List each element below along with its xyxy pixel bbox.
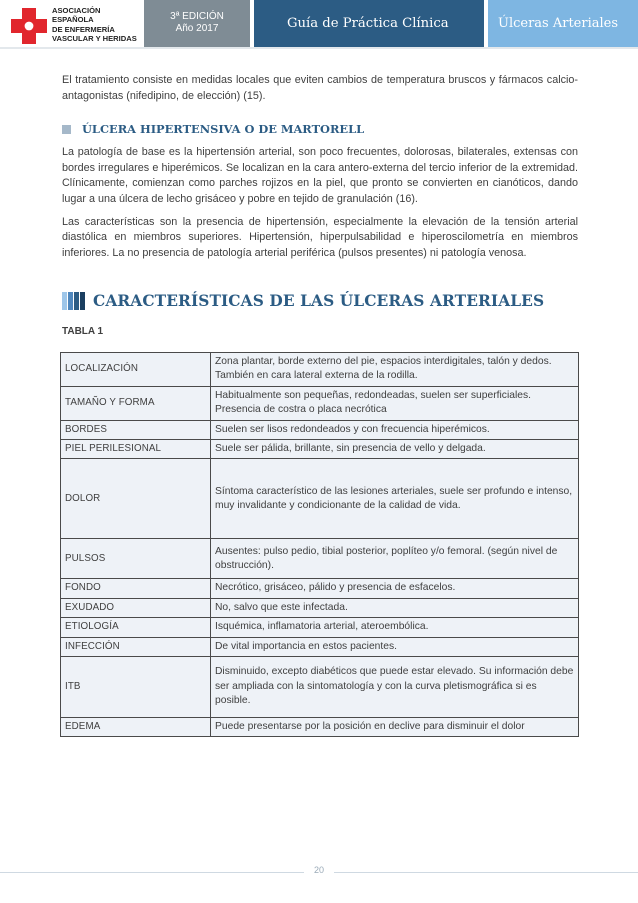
table-value: Zona plantar, borde externo del pie, espacios interdigitales, talón y dedos. También en cara lateral externa de la rodilla. [211,353,579,387]
table-value: Disminuido, excepto diabéticos que puede estar elevado. Su información debe ser ampliada con la sintomatología y con la curva pletismográfica si es posible. [211,657,579,718]
table-value: Síntoma característico de las lesiones arteriales, suele ser profundo e intenso, muy invalidante y condicionante de la calidad de vida. [211,459,579,539]
table-key: FONDO [61,579,211,598]
footer-divider-left [0,872,304,873]
table-row [61,718,579,737]
table-key: LOCALIZACIÓN [61,353,211,387]
section-heading [62,292,544,310]
table-row [61,386,579,420]
table-key: EXUDADO [61,598,211,617]
table-key: DOLOR [61,459,211,539]
page-header [0,0,638,50]
characteristics-table [60,352,579,737]
subheading-text: ÚLCERA HIPERTENSIVA O DE MARTORELL [82,122,365,137]
org-line: VASCULAR Y HERIDAS [52,34,137,44]
section-title: CARACTERÍSTICAS DE LAS ÚLCERAS ARTERIALES [93,292,545,310]
edition-box [144,0,250,47]
table-row [61,657,579,718]
table-row [61,353,579,387]
intro-paragraph: El tratamiento consiste en medidas locales que eviten cambios de temperatura bruscos y fármacos calcio-antagonistas (nifedipino, de elección) (15). [62,74,578,102]
org-line: ASOCIACIÓN [52,6,101,15]
table-key: INFECCIÓN [61,637,211,656]
subheading [62,122,578,136]
table-key: ITB [61,657,211,718]
table-value: Suelen ser lisos redondeados y con frecuencia hiperémicos. [211,420,579,439]
page-number: 20 [313,865,324,875]
edition-year: Año 2017 [175,23,219,34]
table-value: De vital importancia en estos pacientes. [211,637,579,656]
table-row [61,598,579,617]
table-value: Ausentes: pulso pedio, tibial posterior, poplíteo y/o femoral. (según nivel de obstrucción). [211,539,579,579]
table-key: BORDES [61,420,211,439]
bar-segment [68,292,73,310]
table-value: Habitualmente son pequeñas, redondeadas, suelen ser superficiales. Presencia de costra o placa necrótica [211,386,579,420]
paragraph: Las características son la presencia de hipertensión, especialmente la elevación de la tensión arterial diastólica en miembros superiores. Hipertensión, hiperpulsabilidad e hiperoscilometría en miembros inferiores. La no presencia de patología arterial periférica (pulsos presentes) ni patología venosa. [62,215,578,259]
table-row [61,579,579,598]
table-row [61,539,579,579]
table-row [61,637,579,656]
bar-segment [74,292,79,310]
red-cross-logo-icon [8,8,50,44]
table-row [61,618,579,637]
bar-segment [80,292,85,310]
guide-title: Guía de Práctica Clínica [254,0,484,47]
section-tab: Úlceras Arteriales [488,0,638,47]
table-value: Suele ser pálida, brillante, sin presencia de vello y delgada. [211,440,579,459]
footer-divider-right [334,872,638,873]
table-value: No, salvo que este infectada. [211,598,579,617]
characteristics-table-container [60,352,579,737]
org-line: ESPAÑOLA [52,15,94,25]
table-key: TAMAÑO Y FORMA [61,386,211,420]
header-divider [0,47,638,49]
organization-name [52,6,137,44]
edition-label: 3ª EDICIÓN [170,11,224,22]
table-key: ETIOLOGÍA [61,618,211,637]
table-key: PIEL PERILESIONAL [61,440,211,459]
square-bullet-icon [62,125,71,134]
table-value: Puede presentarse por la posición en declive para disminuir el dolor [211,718,579,737]
table-label: TABLA 1 [62,326,104,337]
org-line: DE ENFERMERÍA [52,24,115,34]
table-row [61,420,579,439]
table-row [61,459,579,539]
table-row [61,440,579,459]
table-key: EDEMA [61,718,211,737]
bars-decoration-icon [62,292,85,310]
table-key: PULSOS [61,539,211,579]
table-value: Necrótico, grisáceo, pálido y presencia de esfacelos. [211,579,579,598]
body-content [62,73,578,261]
table-value: Isquémica, inflamatoria arterial, ateroembólica. [211,618,579,637]
paragraph: La patología de base es la hipertensión arterial, son poco frecuentes, dolorosas, bilaterales, extensas con bordes irregulares e hiperémicos. Se localizan en la cara antero-externa del tercio inferior de la extremidad. Clínicamente, comienzan como parches rojizos en la piel, que pronto se convierten en cianóticos, dando lugar a una úlcera de lecho grisáceo y pobre en tejido de granulación (16). [62,146,578,205]
bar-segment [62,292,67,310]
